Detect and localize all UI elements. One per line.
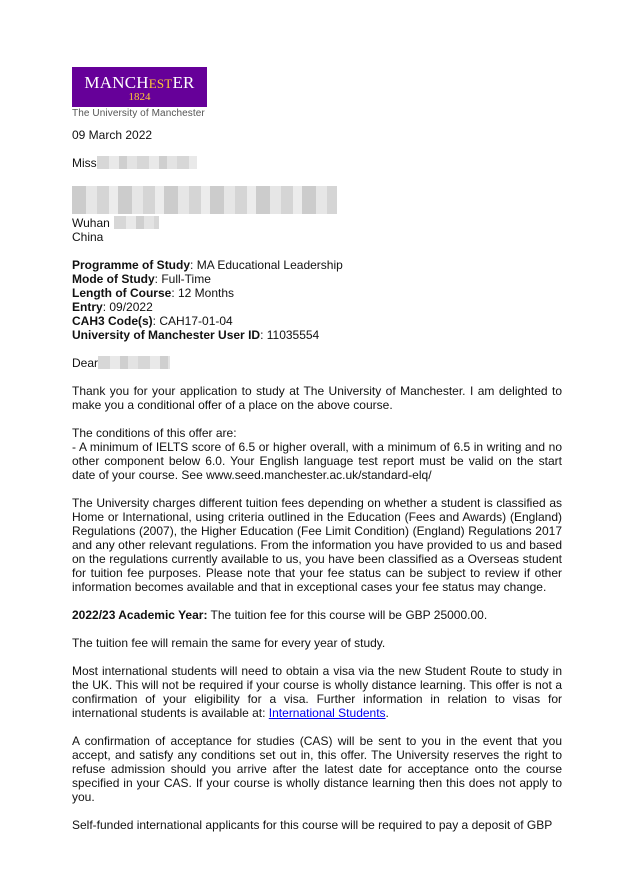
international-students-link[interactable]: International Students: [268, 706, 386, 720]
paragraph-cas: A confirmation of acceptance for studies (CAS) will be sent to you in the event that you accept, and satisfy any conditions set out in, this offer. The University reserves the right to refuse admission should you arrive after the latest date for acceptance onto the course specified in your CAS. If your course is wholly distance learning then this does not apply to you.: [72, 734, 562, 804]
academic-year-text: The tuition fee for this course will be GBP 25000.00.: [207, 608, 488, 622]
detail-label: Mode of Study: [72, 272, 155, 286]
detail-mode: Mode of Study: Full-Time: [72, 272, 211, 286]
greeting-dear: Dear: [72, 356, 99, 370]
detail-length: Length of Course: 12 Months: [72, 286, 235, 300]
university-logo: [72, 67, 207, 107]
address-city-row: [72, 216, 562, 230]
paragraph-academic-year: [72, 608, 562, 622]
salutation-title: Miss: [72, 156, 97, 170]
paragraph-deposit: Self-funded international applicants for this course will be required to pay a deposit of GBP: [72, 818, 553, 832]
detail-cah3: CAH3 Code(s): CAH17-01-04: [72, 314, 233, 328]
detail-label: Entry: [72, 300, 103, 314]
letter-date: 09 March 2022: [72, 128, 153, 142]
recipient-name: [72, 156, 562, 170]
detail-value: MA Educational Leadership: [196, 258, 343, 272]
recipient-address: [72, 186, 562, 244]
detail-value: 12 Months: [178, 286, 235, 300]
visa-end: .: [385, 706, 389, 720]
logo-name-est: EST: [148, 76, 173, 91]
address-country: China: [72, 230, 104, 244]
visa-text: Most international students will need to obtain a visa via the new Student Route to study in the UK. This will not be required if your course is wholly distance learning. This offer is not a confirmation of your eligibility for a visa. Further information in relation to visas for international students is available at:: [72, 664, 562, 720]
address-city: Wuhan: [72, 216, 110, 230]
redacted-address: [72, 186, 337, 214]
logo-caption: The University of Manchester: [72, 108, 205, 119]
paragraph-conditions: [72, 426, 562, 482]
detail-value: CAH17-01-04: [159, 314, 233, 328]
detail-label: Programme of Study: [72, 258, 191, 272]
logo-name-part1: MANCH: [84, 73, 149, 92]
logo-name-part3: ER: [172, 73, 195, 92]
paragraph-visa: [72, 664, 562, 720]
detail-label: CAH3 Code(s): [72, 314, 153, 328]
academic-year-label: 2022/23 Academic Year:: [72, 608, 208, 622]
greeting: [72, 356, 562, 370]
paragraph-fees: The University charges different tuition fees depending on whether a student is classified as Home or International, using criteria outlined in the Education (Fees and Awards) (England) Regulations (2007), the Higher Education (Fee Limit Condition) (England) Regulations 2017 and any other relevant regulations. From the information you have provided to us and based on the regulations currently available to us, you have been classified as a Overseas student for tuition fee purposes. Please note that your fee status can be subject to review if other information becomes available and that in exceptional cases your fee status may change.: [72, 496, 562, 594]
detail-entry: Entry: 09/2022: [72, 300, 153, 314]
conditions-text: - A minimum of IELTS score of 6.5 or higher overall, with a minimum of 6.5 in writing and no other component below 6.0. Your English language test report must be valid on the start date of your course. See www.seed.manchester.ac.uk/standard-elq/: [72, 440, 562, 482]
detail-label: University of Manchester User ID: [72, 328, 261, 342]
detail-value: Full-Time: [161, 272, 211, 286]
course-details: [72, 258, 562, 342]
detail-value: 11035554: [266, 328, 320, 342]
paragraph-thanks: Thank you for your application to study at The University of Manchester. I am delighted to make you a conditional offer of a place on the above course.: [72, 384, 562, 412]
redacted-name: [97, 156, 197, 169]
redacted-greeting-name: [98, 356, 170, 369]
paragraph-same-fee: The tuition fee will remain the same for every year of study.: [72, 636, 386, 650]
detail-value: 09/2022: [109, 300, 153, 314]
logo-year: 1824: [128, 91, 151, 103]
detail-label: Length of Course: [72, 286, 172, 300]
redacted-address-tail: [114, 216, 159, 229]
detail-user-id: University of Manchester User ID: 11035554: [72, 328, 320, 342]
conditions-heading: The conditions of this offer are:: [72, 426, 237, 440]
offer-letter: [72, 128, 562, 846]
detail-programme: Programme of Study: MA Educational Leadership: [72, 258, 343, 272]
